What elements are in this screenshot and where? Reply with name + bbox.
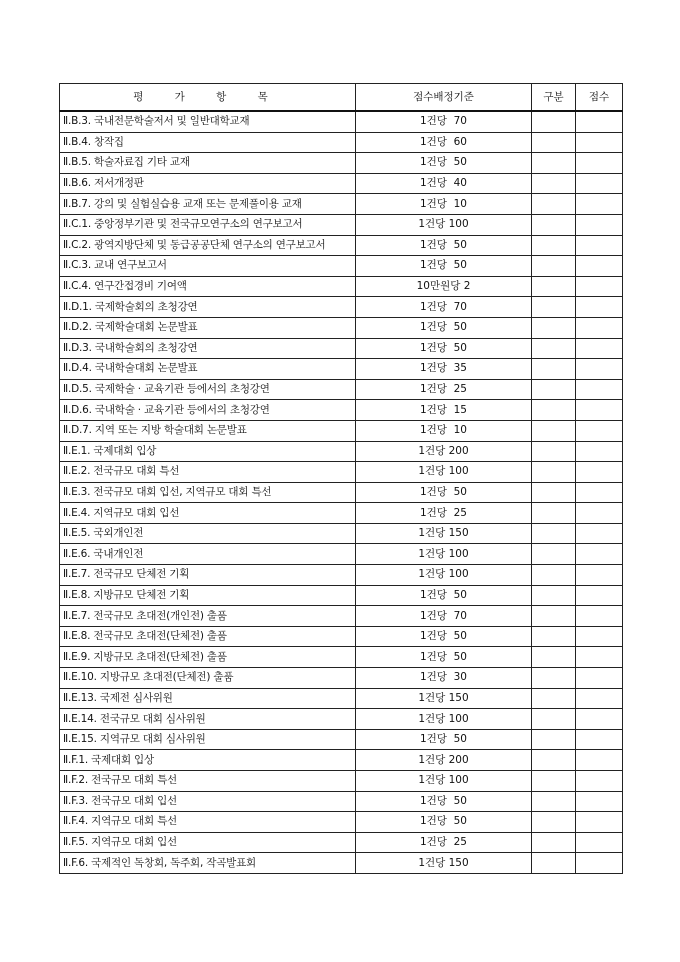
category-cell[interactable] bbox=[532, 441, 576, 462]
category-cell[interactable] bbox=[532, 626, 576, 647]
score-cell[interactable] bbox=[576, 338, 623, 359]
category-cell[interactable] bbox=[532, 668, 576, 689]
table-row bbox=[60, 709, 623, 730]
evaluation-item-cell: Ⅱ.C.3. 교내 연구보고서 bbox=[60, 256, 356, 277]
category-cell[interactable] bbox=[532, 482, 576, 503]
evaluation-item-cell: Ⅱ.D.2. 국제학술대회 논문발표 bbox=[60, 317, 356, 338]
table-row bbox=[60, 503, 623, 524]
score-cell[interactable] bbox=[576, 771, 623, 792]
evaluation-item-cell: Ⅱ.E.5. 국외개인전 bbox=[60, 523, 356, 544]
table-row bbox=[60, 276, 623, 297]
evaluation-item-cell: Ⅱ.B.5. 학술자료집 기타 교재 bbox=[60, 153, 356, 174]
evaluation-item-cell: Ⅱ.D.1. 국제학술회의 초청강연 bbox=[60, 297, 356, 318]
table-row bbox=[60, 853, 623, 874]
evaluation-item-cell: Ⅱ.E.1. 국제대회 입상 bbox=[60, 441, 356, 462]
evaluation-item-cell: Ⅱ.D.4. 국내학술대회 논문발표 bbox=[60, 359, 356, 380]
header-category: 구분 bbox=[532, 84, 576, 112]
evaluation-item-cell: Ⅱ.E.9. 지방규모 초대전(단체전) 출품 bbox=[60, 647, 356, 668]
table-row bbox=[60, 647, 623, 668]
score-cell[interactable] bbox=[576, 729, 623, 750]
score-cell[interactable] bbox=[576, 462, 623, 483]
category-cell[interactable] bbox=[532, 194, 576, 215]
evaluation-item-cell: Ⅱ.B.4. 창작집 bbox=[60, 132, 356, 153]
table-row bbox=[60, 441, 623, 462]
evaluation-item-cell: Ⅱ.F.5. 지역규모 대회 입선 bbox=[60, 832, 356, 853]
score-cell[interactable] bbox=[576, 276, 623, 297]
table-row bbox=[60, 565, 623, 586]
score-standard-cell: 1건당 100 bbox=[356, 214, 532, 235]
evaluation-item-cell: Ⅱ.E.14. 전국규모 대회 심사위원 bbox=[60, 709, 356, 730]
table-row bbox=[60, 482, 623, 503]
category-cell[interactable] bbox=[532, 462, 576, 483]
evaluation-item-cell: Ⅱ.C.1. 중앙정부기관 및 전국규모연구소의 연구보고서 bbox=[60, 214, 356, 235]
evaluation-item-cell: Ⅱ.E.7. 전국규모 초대전(개인전) 출품 bbox=[60, 606, 356, 627]
table-row bbox=[60, 132, 623, 153]
category-cell[interactable] bbox=[532, 565, 576, 586]
category-cell[interactable] bbox=[532, 853, 576, 874]
score-standard-cell: 1건당 25 bbox=[356, 832, 532, 853]
score-standard-cell: 1건당 50 bbox=[356, 812, 532, 833]
score-criteria-table bbox=[59, 83, 623, 874]
table-row bbox=[60, 523, 623, 544]
score-cell[interactable] bbox=[576, 585, 623, 606]
evaluation-item-cell: Ⅱ.F.2. 전국규모 대회 특선 bbox=[60, 771, 356, 792]
score-standard-cell: 1건당 200 bbox=[356, 441, 532, 462]
score-cell[interactable] bbox=[576, 153, 623, 174]
score-cell[interactable] bbox=[576, 194, 623, 215]
category-cell[interactable] bbox=[532, 297, 576, 318]
table-header-row bbox=[60, 84, 623, 112]
score-standard-cell: 1건당 70 bbox=[356, 606, 532, 627]
category-cell[interactable] bbox=[532, 214, 576, 235]
category-cell[interactable] bbox=[532, 256, 576, 277]
category-cell[interactable] bbox=[532, 523, 576, 544]
score-standard-cell: 1건당 30 bbox=[356, 668, 532, 689]
score-standard-cell: 1건당 50 bbox=[356, 626, 532, 647]
table-row bbox=[60, 235, 623, 256]
table-row bbox=[60, 420, 623, 441]
score-cell[interactable] bbox=[576, 132, 623, 153]
category-cell[interactable] bbox=[532, 647, 576, 668]
category-cell[interactable] bbox=[532, 606, 576, 627]
category-cell[interactable] bbox=[532, 276, 576, 297]
evaluation-item-cell: Ⅱ.E.6. 국내개인전 bbox=[60, 544, 356, 565]
table-row bbox=[60, 214, 623, 235]
evaluation-item-cell: Ⅱ.F.6. 국제적인 독창회, 독주회, 작곡발표회 bbox=[60, 853, 356, 874]
score-cell[interactable] bbox=[576, 626, 623, 647]
evaluation-item-cell: Ⅱ.E.4. 지역규모 대회 입선 bbox=[60, 503, 356, 524]
table-body bbox=[60, 111, 623, 873]
category-cell[interactable] bbox=[532, 688, 576, 709]
header-score-standard: 점수배정기준 bbox=[356, 84, 532, 112]
category-cell[interactable] bbox=[532, 585, 576, 606]
score-standard-cell: 1건당 70 bbox=[356, 111, 532, 132]
evaluation-item-cell: Ⅱ.B.3. 국내전문학술저서 및 일반대학교재 bbox=[60, 111, 356, 132]
score-cell[interactable] bbox=[576, 317, 623, 338]
evaluation-item-cell: Ⅱ.E.7. 전국규모 단체전 기획 bbox=[60, 565, 356, 586]
evaluation-item-cell: Ⅱ.F.1. 국제대회 입상 bbox=[60, 750, 356, 771]
table-row bbox=[60, 317, 623, 338]
evaluation-item-cell: Ⅱ.E.2. 전국규모 대회 특선 bbox=[60, 462, 356, 483]
category-cell[interactable] bbox=[532, 111, 576, 132]
table-row bbox=[60, 462, 623, 483]
score-standard-cell: 1건당 35 bbox=[356, 359, 532, 380]
score-standard-cell: 1건당 50 bbox=[356, 729, 532, 750]
table-row bbox=[60, 297, 623, 318]
evaluation-item-cell: Ⅱ.C.2. 광역지방단체 및 동급공공단체 연구소의 연구보고서 bbox=[60, 235, 356, 256]
table-row bbox=[60, 111, 623, 132]
category-cell[interactable] bbox=[532, 709, 576, 730]
table-row bbox=[60, 400, 623, 421]
table-row bbox=[60, 812, 623, 833]
score-cell[interactable] bbox=[576, 400, 623, 421]
score-standard-cell: 1건당 50 bbox=[356, 256, 532, 277]
score-standard-cell: 1건당 50 bbox=[356, 317, 532, 338]
score-cell[interactable] bbox=[576, 441, 623, 462]
score-cell[interactable] bbox=[576, 359, 623, 380]
score-cell[interactable] bbox=[576, 750, 623, 771]
score-standard-cell: 1건당 50 bbox=[356, 791, 532, 812]
table-row bbox=[60, 544, 623, 565]
table-row bbox=[60, 606, 623, 627]
score-standard-cell: 1건당 60 bbox=[356, 132, 532, 153]
score-cell[interactable] bbox=[576, 379, 623, 400]
category-cell[interactable] bbox=[532, 812, 576, 833]
score-cell[interactable] bbox=[576, 214, 623, 235]
category-cell[interactable] bbox=[532, 359, 576, 380]
score-cell[interactable] bbox=[576, 173, 623, 194]
score-cell[interactable] bbox=[576, 853, 623, 874]
score-standard-cell: 1건당 150 bbox=[356, 523, 532, 544]
category-cell[interactable] bbox=[532, 379, 576, 400]
evaluation-item-cell: Ⅱ.E.3. 전국규모 대회 입선, 지역규모 대회 특선 bbox=[60, 482, 356, 503]
score-standard-cell: 10만원당 2 bbox=[356, 276, 532, 297]
evaluation-item-cell: Ⅱ.D.7. 지역 또는 지방 학술대회 논문발표 bbox=[60, 420, 356, 441]
score-cell[interactable] bbox=[576, 523, 623, 544]
score-cell[interactable] bbox=[576, 482, 623, 503]
evaluation-item-cell: Ⅱ.C.4. 연구간접경비 기여액 bbox=[60, 276, 356, 297]
evaluation-item-cell: Ⅱ.E.15. 지역규모 대회 심사위원 bbox=[60, 729, 356, 750]
table-row bbox=[60, 771, 623, 792]
header-score: 점수 bbox=[576, 84, 623, 112]
score-cell[interactable] bbox=[576, 606, 623, 627]
score-standard-cell: 1건당 50 bbox=[356, 235, 532, 256]
score-cell[interactable] bbox=[576, 812, 623, 833]
score-cell[interactable] bbox=[576, 688, 623, 709]
category-cell[interactable] bbox=[532, 544, 576, 565]
table-row bbox=[60, 194, 623, 215]
score-standard-cell: 1건당 200 bbox=[356, 750, 532, 771]
table-row bbox=[60, 626, 623, 647]
table-row bbox=[60, 688, 623, 709]
evaluation-item-cell: Ⅱ.D.5. 국제학술 · 교육기관 등에서의 초청강연 bbox=[60, 379, 356, 400]
score-standard-cell: 1건당 10 bbox=[356, 420, 532, 441]
score-standard-cell: 1건당 100 bbox=[356, 709, 532, 730]
category-cell[interactable] bbox=[532, 791, 576, 812]
table-row bbox=[60, 729, 623, 750]
score-standard-cell: 1건당 100 bbox=[356, 462, 532, 483]
score-standard-cell: 1건당 100 bbox=[356, 771, 532, 792]
evaluation-item-cell: Ⅱ.B.7. 강의 및 실험실습용 교재 또는 문제풀이용 교재 bbox=[60, 194, 356, 215]
score-standard-cell: 1건당 100 bbox=[356, 544, 532, 565]
category-cell[interactable] bbox=[532, 771, 576, 792]
score-standard-cell: 1건당 25 bbox=[356, 503, 532, 524]
score-cell[interactable] bbox=[576, 832, 623, 853]
evaluation-item-cell: Ⅱ.E.13. 국제전 심사위원 bbox=[60, 688, 356, 709]
table-row bbox=[60, 338, 623, 359]
table-row bbox=[60, 668, 623, 689]
category-cell[interactable] bbox=[532, 338, 576, 359]
score-cell[interactable] bbox=[576, 256, 623, 277]
score-standard-cell: 1건당 150 bbox=[356, 853, 532, 874]
evaluation-item-cell: Ⅱ.B.6. 저서개정판 bbox=[60, 173, 356, 194]
score-standard-cell: 1건당 10 bbox=[356, 194, 532, 215]
category-cell[interactable] bbox=[532, 832, 576, 853]
category-cell[interactable] bbox=[532, 400, 576, 421]
score-standard-cell: 1건당 150 bbox=[356, 688, 532, 709]
score-standard-cell: 1건당 70 bbox=[356, 297, 532, 318]
score-cell[interactable] bbox=[576, 111, 623, 132]
evaluation-item-cell: Ⅱ.E.10. 지방규모 초대전(단체전) 출품 bbox=[60, 668, 356, 689]
category-cell[interactable] bbox=[532, 132, 576, 153]
header-evaluation-item: 평 가 항 목 bbox=[60, 84, 356, 112]
table-row bbox=[60, 256, 623, 277]
score-standard-cell: 1건당 40 bbox=[356, 173, 532, 194]
table-row bbox=[60, 750, 623, 771]
score-cell[interactable] bbox=[576, 297, 623, 318]
score-standard-cell: 1건당 50 bbox=[356, 338, 532, 359]
category-cell[interactable] bbox=[532, 153, 576, 174]
score-standard-cell: 1건당 50 bbox=[356, 647, 532, 668]
evaluation-item-cell: Ⅱ.D.3. 국내학술회의 초청강연 bbox=[60, 338, 356, 359]
score-standard-cell: 1건당 50 bbox=[356, 482, 532, 503]
evaluation-item-cell: Ⅱ.E.8. 전국규모 초대전(단체전) 출품 bbox=[60, 626, 356, 647]
score-cell[interactable] bbox=[576, 791, 623, 812]
table-row bbox=[60, 359, 623, 380]
score-standard-cell: 1건당 100 bbox=[356, 565, 532, 586]
category-cell[interactable] bbox=[532, 420, 576, 441]
score-cell[interactable] bbox=[576, 544, 623, 565]
category-cell[interactable] bbox=[532, 235, 576, 256]
category-cell[interactable] bbox=[532, 317, 576, 338]
table-row bbox=[60, 585, 623, 606]
table-row bbox=[60, 791, 623, 812]
score-cell[interactable] bbox=[576, 647, 623, 668]
score-cell[interactable] bbox=[576, 709, 623, 730]
category-cell[interactable] bbox=[532, 173, 576, 194]
table-row bbox=[60, 379, 623, 400]
score-standard-cell: 1건당 15 bbox=[356, 400, 532, 421]
category-cell[interactable] bbox=[532, 503, 576, 524]
score-standard-cell: 1건당 25 bbox=[356, 379, 532, 400]
category-cell[interactable] bbox=[532, 750, 576, 771]
evaluation-item-cell: Ⅱ.F.3. 전국규모 대회 입선 bbox=[60, 791, 356, 812]
score-cell[interactable] bbox=[576, 420, 623, 441]
table-row bbox=[60, 832, 623, 853]
evaluation-item-cell: Ⅱ.F.4. 지역규모 대회 특선 bbox=[60, 812, 356, 833]
evaluation-item-cell: Ⅱ.D.6. 국내학술 · 교육기관 등에서의 초청강연 bbox=[60, 400, 356, 421]
table-row bbox=[60, 153, 623, 174]
table-row bbox=[60, 173, 623, 194]
evaluation-item-cell: Ⅱ.E.8. 지방규모 단체전 기획 bbox=[60, 585, 356, 606]
category-cell[interactable] bbox=[532, 729, 576, 750]
score-cell[interactable] bbox=[576, 503, 623, 524]
score-cell[interactable] bbox=[576, 565, 623, 586]
score-standard-cell: 1건당 50 bbox=[356, 153, 532, 174]
score-cell[interactable] bbox=[576, 235, 623, 256]
score-cell[interactable] bbox=[576, 668, 623, 689]
score-standard-cell: 1건당 50 bbox=[356, 585, 532, 606]
